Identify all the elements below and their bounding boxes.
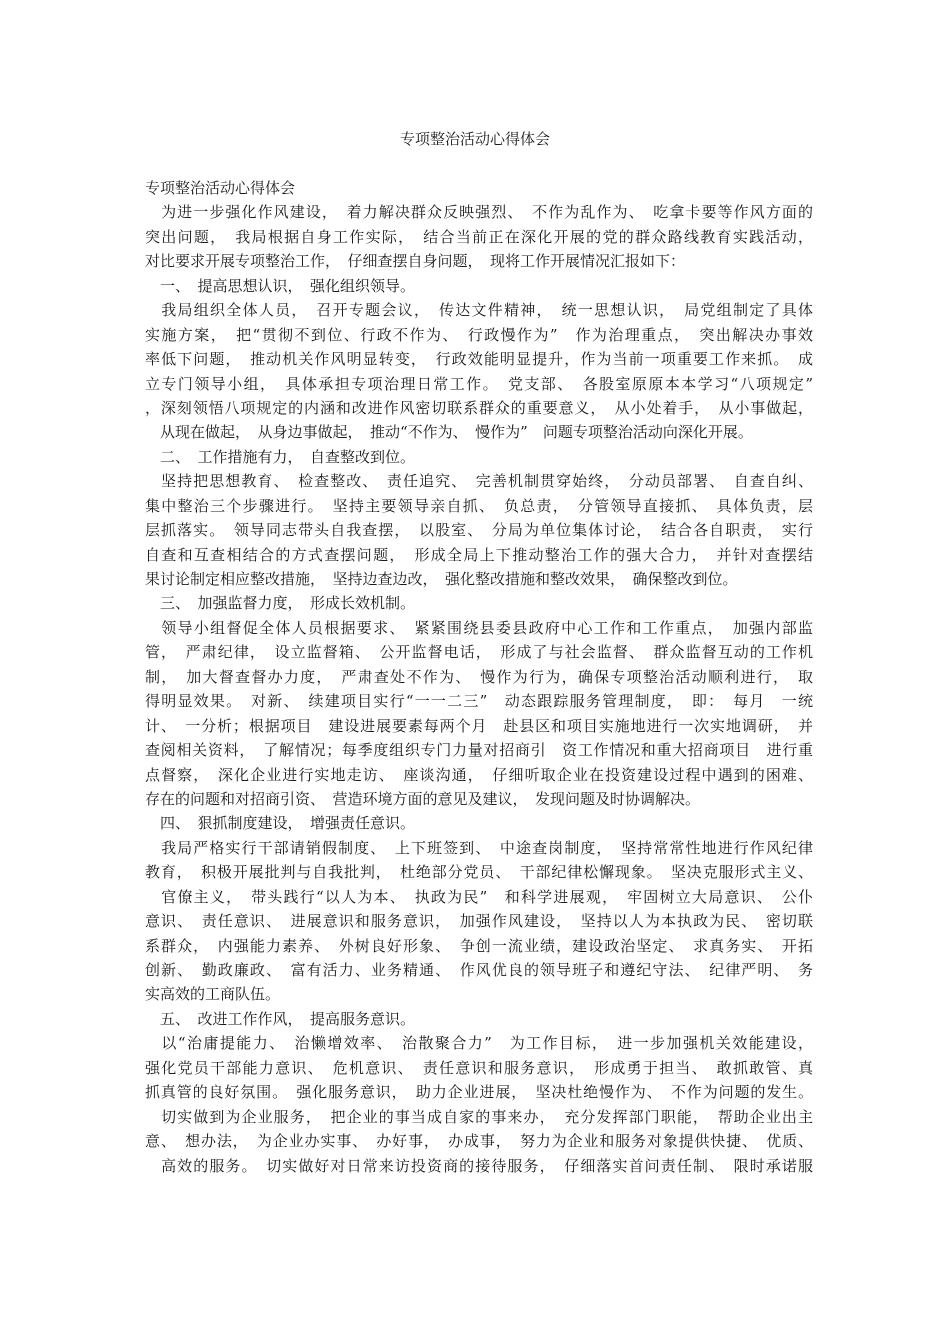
body-line: 领导小组督促全体人员根据要求、 紧紧围绕县委县政府中心工作和工作重点， 加强内部监 [145, 618, 813, 637]
body-line: 三、 加强监督力度， 形成长效机制。 [145, 594, 416, 613]
body-line: 层抓落实。 领导同志带头自我查摆， 以股室、 分局为单位集体讨论， 结合各自职责， 实行 [145, 521, 813, 540]
body-line: 管， 严肃纪律， 设立监督箱、 公开监督电话， 形成了与社会监督、 群众监督互动的工作机 [145, 643, 813, 662]
body-line: 集中整治三个步骤进行。 坚持主要领导亲自抓、 负总责， 分管领导直接抓、 具体负责，层 [145, 496, 813, 515]
body-line: 突出问题， 我局根据自身工作实际， 结合当前正在深化开展的党的群众路线教育实践活动， [145, 227, 813, 246]
body-line: 存在的问题和对招商引资、 营造环境方面的意见及建议， 发现问题及时协调解决。 [145, 789, 701, 808]
body-line: 对比要求开展专项整治工作， 仔细查摆自身问题， 现将工作开展情况汇报如下： [145, 252, 686, 271]
body-line: 立专门领导小组， 具体承担专项治理日常工作。 党支部、 各股室原原本本学习“八项规定” [145, 374, 813, 393]
body-line: 我局组织全体人员， 召开专题会议， 传达文件精神， 统一思想认识， 局党组制定了具体 [145, 301, 813, 320]
document-title: 专项整治活动心得体会 [399, 130, 550, 148]
body-line: 切实做到为企业服务， 把企业的事当成自家的事来办， 充分发挥部门职能， 帮助企业出主 [145, 1107, 813, 1126]
body-line: 点督察， 深化企业进行实地走访、 座谈沟通， 仔细听取企业在投资建设过程中遇到的困难、 [145, 765, 813, 784]
body-line: 实高效的工商队伍。 [145, 985, 281, 1004]
body-line: 果讨论制定相应整改措施， 坚持边查边改， 强化整改措施和整改效果， 确保整改到位。 [145, 570, 738, 588]
body-line: 计、 一分析；根据项目 建设进展要素每两个月 赴县区和项目实施地进行一次实地调研， 并 [145, 716, 813, 735]
body-line: 四、 狠抓制度建设， 增强责任意识。 [145, 814, 416, 833]
body-line: 实施方案， 把“贯彻不到位、行政不作为、 行政慢作为” 作为治理重点， 突出解决办事效 [145, 325, 813, 344]
body-line: 从现在做起， 从身边事做起， 推动“不作为、 慢作为” 问题专项整治活动向深化开展。 [145, 423, 753, 442]
body-line: 官僚主义， 带头践行“以人为本、 执政为民” 和科学进展观， 牢固树立大局意识、 公仆 [145, 887, 813, 906]
body-line: 意识、 责任意识、 进展意识和服务意识， 加强作风建设， 坚持以人为本执政为民、 密切联 [145, 912, 813, 931]
body-line: 专项整治活动心得体会 [145, 179, 296, 197]
body-line: 以“治庸提能力、 治懒增效率、 治散聚合力” 为工作目标， 进一步加强机关效能建设， [145, 1034, 813, 1053]
body-line: 抓真管的良好氛围。 强化服务意识， 助力企业进展， 坚决杜绝慢作为、 不作为问题的发生。 [145, 1083, 813, 1102]
body-line: 高效的服务。 切实做好对日常来访投资商的接待服务， 仔细落实首问责任制、 限时承诺服 [145, 1156, 813, 1175]
body-line: ，深刻领悟八项规定的内涵和改进作风密切联系群众的重要意义， 从小处着手， 从小事做起， [145, 398, 813, 417]
body-line: 率低下问题， 推动机关作风明显转变， 行政效能明显提升，作为当前一项重要工作来抓。 成 [145, 350, 813, 369]
document-body [145, 176, 813, 1178]
body-line: 意、 想办法， 为企业办实事、 办好事， 办成事， 努力为企业和服务对象提供快捷、 优质、 [145, 1132, 813, 1151]
body-line: 二、 工作措施有力， 自查整改到位。 [145, 447, 416, 466]
body-line: 查阅相关资料， 了解情况；每季度组织专门力量对招商引 资工作情况和重大招商项目 进行重 [145, 741, 813, 760]
body-line: 五、 改进工作作风， 提高服务意识。 [145, 1009, 416, 1028]
body-line: 得明显效果。 对新、 续建项目实行“一一二三” 动态跟踪服务管理制度， 即： 每月 一统 [145, 692, 813, 711]
body-line: 为进一步强化作风建设， 着力解决群众反映强烈、 不作为乱作为、 吃拿卡要等作风方面的 [145, 203, 813, 222]
body-line: 系群众， 内强能力素养、 外树良好形象、 争创一流业绩，建设政治坚定、 求真务实、 开拓 [145, 936, 813, 955]
body-line: 创新、 勤政廉政、 富有活力、业务精通、 作风优良的领导班子和遵纪守法、 纪律严明、 务 [145, 961, 813, 979]
body-line: 我局严格实行干部请销假制度、 上下班签到、 中途查岗制度， 坚持常常性地进行作风纪律 [145, 838, 813, 857]
body-line: 一、 提高思想认识， 强化组织领导。 [145, 276, 416, 295]
body-line: 自查和互查相结合的方式查摆问题， 形成全局上下推动整治工作的强大合力， 并针对查摆结 [145, 545, 813, 564]
body-line: 坚持把思想教育、 检查整改、 责任追究、 完善机制贯穿始终， 分动员部署、 自查自纠、 [145, 472, 813, 491]
body-line: 制， 加大督查督办力度， 严肃查处不作为、 慢作为行为，确保专项整治活动顺利进行， 取 [145, 667, 813, 686]
body-line: 强化党员干部能力意识、 危机意识、 责任意识和服务意识， 形成勇于担当、 敢抓敢管、真 [145, 1058, 813, 1077]
body-line: 教育， 积极开展批判与自我批判， 杜绝部分党员、 干部纪律松懈现象。 坚决克服形式主义、 [145, 863, 813, 882]
